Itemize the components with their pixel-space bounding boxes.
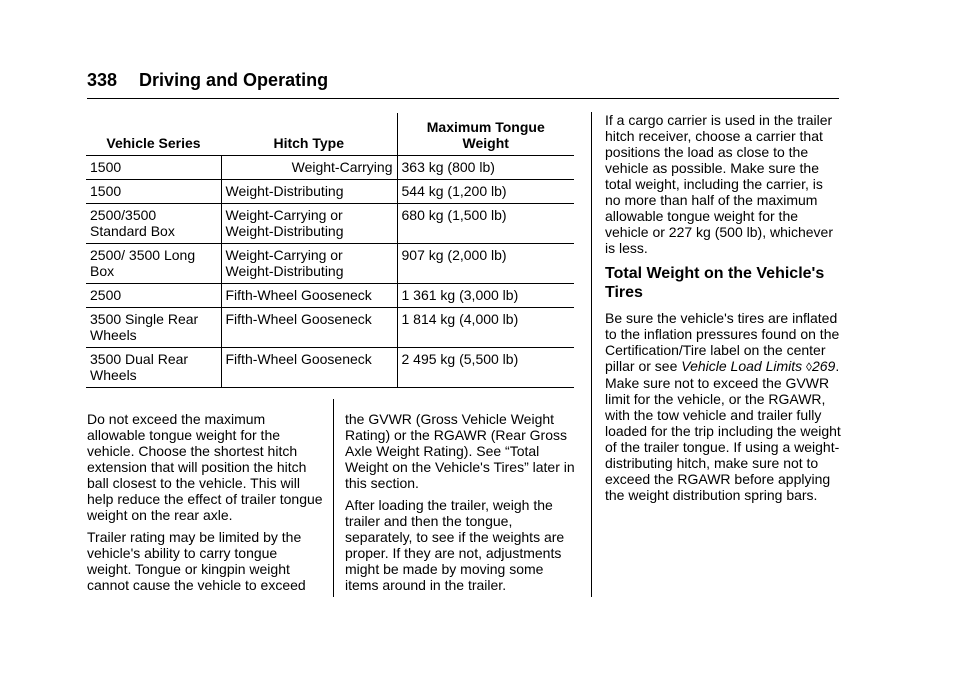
- cell-hitch-type: Weight-Carrying or Weight-Distributing: [221, 244, 397, 284]
- cell-tongue-weight: 907 kg (2,000 lb): [397, 244, 574, 284]
- tongue-weight-table: [86, 113, 574, 388]
- cell-tongue-weight: 363 kg (800 lb): [397, 156, 574, 180]
- table-row: [86, 308, 574, 348]
- body-column-1: [87, 411, 325, 599]
- table-row: [86, 244, 574, 284]
- header-rule: [87, 98, 839, 99]
- cell-tongue-weight: 544 kg (1,200 lb): [397, 180, 574, 204]
- cell-hitch-type: Weight-Distributing: [221, 180, 397, 204]
- cell-vehicle-series: 3500 Dual Rear Wheels: [86, 348, 221, 388]
- table-row: [86, 180, 574, 204]
- table-row: [86, 156, 574, 180]
- cell-vehicle-series: 2500/3500 Standard Box: [86, 204, 221, 244]
- body-column-3: [605, 112, 841, 509]
- paragraph: If a cargo carrier is used in the trailer hitch receiver, choose a carrier that positions the load as close to the vehicle as possible. Make sure the total weight, including the carrier, is no more than half of the maximum allowable tongue weight for the vehicle or 227 kg (500 lb), whichever is less.: [605, 112, 834, 256]
- cross-reference-link[interactable]: Vehicle Load Limits: [681, 358, 803, 374]
- cell-tongue-weight: 680 kg (1,500 lb): [397, 204, 574, 244]
- cell-tongue-weight: 1 814 kg (4,000 lb): [397, 308, 574, 348]
- cell-tongue-weight: 1 361 kg (3,000 lb): [397, 284, 574, 308]
- paragraph: the GVWR (Gross Vehicle Weight Rating) or the RGAWR (Rear Gross Axle Weight Rating). See “Total Weight on the Vehicle's Tires” later in this section.: [345, 411, 575, 491]
- cell-vehicle-series: 2500/ 3500 Long Box: [86, 244, 221, 284]
- paragraph-text: . Make sure not to exceed the GVWR limit for the vehicle, or the RGAWR, with the tow vehicle and trailer fully loaded for the trip including the weight of the trailer tongue. If using a weight-distributing hitch, make sure not to exceed the RGAWR before applying the weight distribution spring bars.: [605, 358, 841, 503]
- column-divider: [591, 112, 592, 597]
- page-reference-number[interactable]: 269: [811, 358, 836, 374]
- cell-hitch-type: Fifth-Wheel Gooseneck: [221, 348, 397, 388]
- cell-vehicle-series: 1500: [86, 156, 221, 180]
- header-max-tongue-weight: Maximum Tongue Weight: [397, 113, 574, 156]
- paragraph: After loading the trailer, weigh the trailer and then the tongue, separately, to see if the weights are proper. If they are not, adjustments might be made by moving some items around in the trailer.: [345, 497, 565, 593]
- page-reference-icon: ◊: [806, 360, 812, 374]
- table-row: [86, 204, 574, 244]
- table-header-row: [86, 113, 574, 156]
- column-divider: [333, 399, 334, 597]
- header-vehicle-series: Vehicle Series: [86, 113, 221, 156]
- header-hitch-type: Hitch Type: [221, 113, 397, 156]
- page-number: 338: [87, 70, 118, 90]
- section-heading: Total Weight on the Vehicle's Tires: [605, 265, 825, 301]
- section-title: Driving and Operating: [139, 70, 329, 90]
- page-header: [87, 70, 328, 91]
- cell-vehicle-series: 3500 Single Rear Wheels: [86, 308, 221, 348]
- paragraph-text: Be sure the vehicle's tires are inflated to the inflation pressures found on the Certification/Tire label on the center pillar or see: [605, 310, 840, 374]
- paragraph: [605, 310, 841, 503]
- cell-tongue-weight: 2 495 kg (5,500 lb): [397, 348, 574, 388]
- table-row: [86, 348, 574, 388]
- paragraph: Trailer rating may be limited by the vehicle's ability to carry tongue weight. Tongue or kingpin weight cannot cause the vehicle to exceed: [87, 529, 306, 593]
- cell-hitch-type: Fifth-Wheel Gooseneck: [221, 284, 397, 308]
- table-row: [86, 284, 574, 308]
- cell-vehicle-series: 1500: [86, 180, 221, 204]
- cell-hitch-type: Weight-Carrying: [221, 156, 397, 180]
- paragraph: Do not exceed the maximum allowable tongue weight for the vehicle. Choose the shortest hitch extension that will position the hitch ball closest to the vehicle. This will help reduce the effect of trailer tongue weight on the rear axle.: [87, 411, 323, 523]
- cell-hitch-type: Fifth-Wheel Gooseneck: [221, 308, 397, 348]
- cell-hitch-type: Weight-Carrying or Weight-Distributing: [221, 204, 397, 244]
- cell-vehicle-series: 2500: [86, 284, 221, 308]
- body-column-2: [345, 411, 577, 599]
